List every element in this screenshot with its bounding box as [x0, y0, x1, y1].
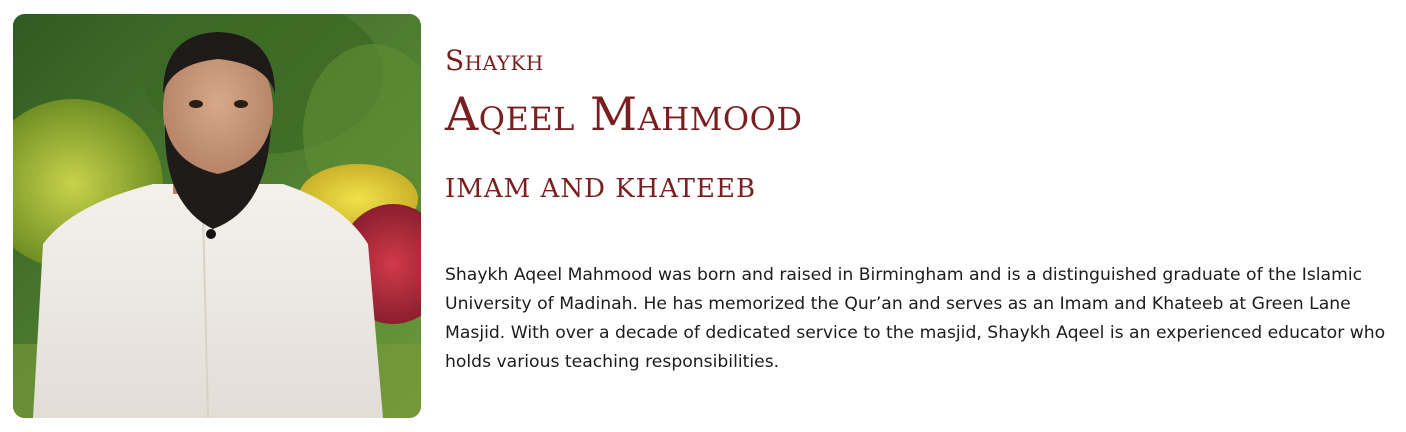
- profile-photo: [13, 14, 421, 418]
- biography-text: Shaykh Aqeel Mahmood was born and raised in Birmingham and is a distinguished graduate of the Islamic University of Madinah. He has memorized the Qur’an and serves as an Imam and Khateeb at Green Lane Masjid. With over a decade of dedicated service to the masjid, Shaykh Aqeel is an experienced educator who holds various teaching responsibilities.: [445, 265, 1386, 372]
- role-title: IMAM AND KHATEEB: [445, 174, 757, 204]
- person-name: Aqeel Mahmood: [445, 87, 803, 141]
- profile-text: [445, 0, 1395, 432]
- honorific-title: Shaykh: [445, 44, 544, 77]
